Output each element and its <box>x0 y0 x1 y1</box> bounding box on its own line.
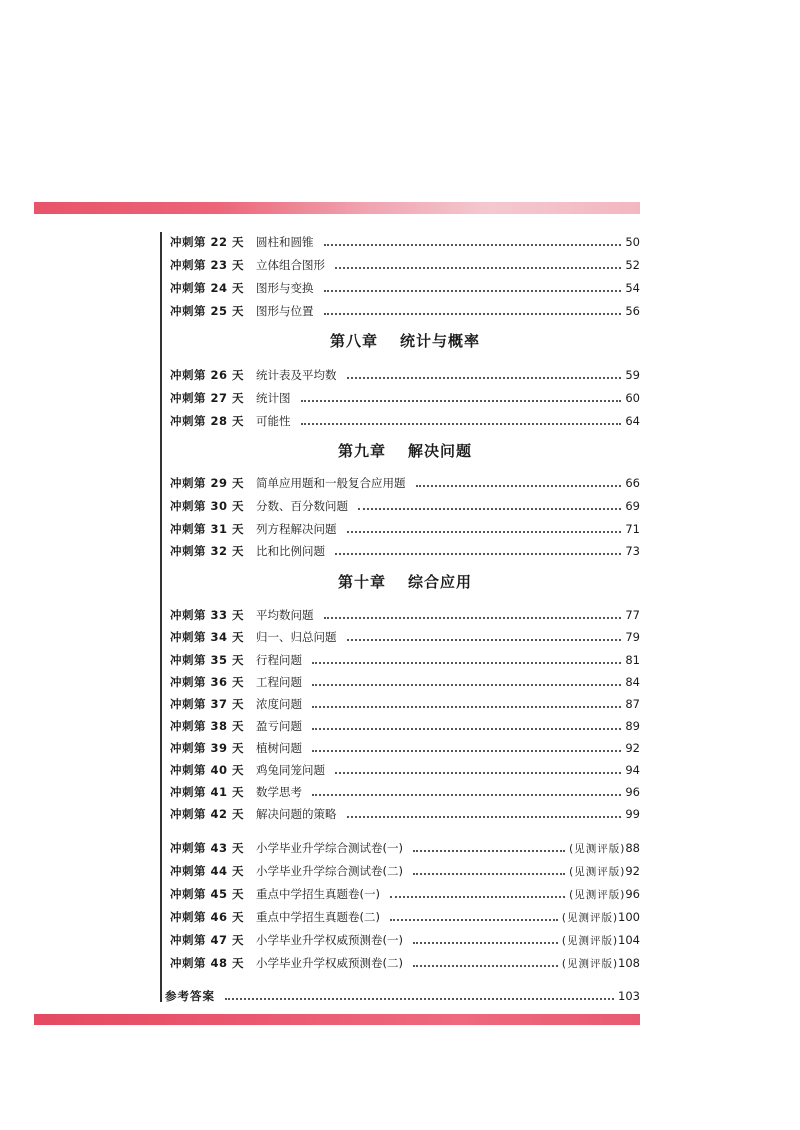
leader-dots <box>390 895 565 898</box>
entry-page: 96 <box>625 887 640 901</box>
entry-title: 归一、归总问题 <box>256 630 337 644</box>
entry-page: 60 <box>625 391 640 405</box>
entry-page: 59 <box>625 368 640 382</box>
toc-entry[interactable] <box>170 473 640 493</box>
entry-title: 立体组合图形 <box>256 258 325 272</box>
entry-page: 100 <box>618 910 640 924</box>
leader-dots <box>413 964 558 967</box>
toc-entry[interactable] <box>170 760 640 780</box>
entry-page: 66 <box>625 476 640 490</box>
entry-title: 重点中学招生真题卷(一) <box>256 887 380 901</box>
entry-title: 解决问题的策略 <box>256 807 337 821</box>
toc-entry[interactable] <box>170 907 640 927</box>
entry-title: 数学思考 <box>256 785 302 799</box>
leader-dots <box>335 771 621 774</box>
entry-day: 冲刺第 37 天 <box>170 697 245 711</box>
leader-dots <box>312 705 621 708</box>
entry-page: 79 <box>625 630 640 644</box>
answers-entry[interactable] <box>165 986 640 1006</box>
entry-day: 冲刺第 46 天 <box>170 910 245 924</box>
toc-entry[interactable] <box>170 496 640 516</box>
leader-dots <box>347 376 622 379</box>
entry-day: 冲刺第 40 天 <box>170 763 245 777</box>
leader-dots <box>225 997 614 1000</box>
entry-day: 冲刺第 44 天 <box>170 864 245 878</box>
entry-page: 73 <box>625 544 640 558</box>
leader-dots <box>335 266 621 269</box>
leader-dots <box>416 484 622 487</box>
toc-entry[interactable] <box>170 365 640 385</box>
toc-entry[interactable] <box>170 884 640 904</box>
entry-page: 64 <box>625 414 640 428</box>
toc-entry[interactable] <box>170 232 640 252</box>
leader-dots <box>324 616 622 619</box>
entry-day: 冲刺第 28 天 <box>170 414 245 428</box>
entry-day: 冲刺第 42 天 <box>170 807 245 821</box>
entry-title: 小学毕业升学综合测试卷(一) <box>256 841 403 855</box>
toc-entry[interactable] <box>170 930 640 950</box>
top-decorative-band <box>34 202 640 214</box>
entry-title: 行程问题 <box>256 653 302 667</box>
toc-entry[interactable] <box>170 861 640 881</box>
entry-page: 96 <box>625 785 640 799</box>
entry-note: (见测评版) <box>561 934 619 947</box>
entry-page: 108 <box>618 956 640 970</box>
entry-title: 鸡兔同笼问题 <box>256 763 325 777</box>
toc-entry[interactable] <box>170 278 640 298</box>
toc-entry[interactable] <box>170 541 640 561</box>
leader-dots <box>324 243 622 246</box>
entry-page: 89 <box>625 719 640 733</box>
entry-day: 冲刺第 43 天 <box>170 841 245 855</box>
entry-title: 分数、百分数问题 <box>256 499 348 513</box>
entry-day: 冲刺第 30 天 <box>170 499 245 513</box>
entry-day: 冲刺第 39 天 <box>170 741 245 755</box>
entry-page: 99 <box>625 807 640 821</box>
entry-title: 图形与变换 <box>256 281 314 295</box>
entry-note: (见测评版) <box>569 865 626 878</box>
entry-note: (见测评版) <box>569 888 626 901</box>
chapter-number: 第十章 <box>337 573 386 591</box>
entry-page: 92 <box>625 864 640 878</box>
entry-page: 104 <box>618 933 640 947</box>
toc-entry[interactable] <box>170 411 640 431</box>
leader-dots <box>413 872 565 875</box>
toc-entry[interactable] <box>170 255 640 275</box>
chapter-number: 第九章 <box>337 442 386 460</box>
leader-dots <box>347 530 622 533</box>
answers-page: 103 <box>618 989 640 1003</box>
entry-day: 冲刺第 31 天 <box>170 522 245 536</box>
answers-title: 参考答案 <box>165 989 215 1003</box>
entry-day: 冲刺第 48 天 <box>170 956 245 970</box>
entry-day: 冲刺第 41 天 <box>170 785 245 799</box>
leader-dots <box>312 683 621 686</box>
leader-dots <box>358 507 621 510</box>
leader-dots <box>312 749 621 752</box>
toc-entry[interactable] <box>170 838 640 858</box>
entry-title: 小学毕业升学权威预测卷(二) <box>256 956 403 970</box>
entry-page: 71 <box>625 522 640 536</box>
toc-entry[interactable] <box>170 716 640 736</box>
entry-title: 浓度问题 <box>256 697 302 711</box>
entry-day: 冲刺第 36 天 <box>170 675 245 689</box>
entry-page: 94 <box>625 763 640 777</box>
chapter-name: 解决问题 <box>408 442 473 460</box>
toc-entry[interactable] <box>170 672 640 692</box>
entry-day: 冲刺第 23 天 <box>170 258 245 272</box>
leader-dots <box>413 941 558 944</box>
entry-title: 小学毕业升学权威预测卷(一) <box>256 933 403 947</box>
entry-day: 冲刺第 26 天 <box>170 368 245 382</box>
leader-dots <box>312 661 621 664</box>
toc-entry[interactable] <box>170 738 640 758</box>
left-margin-rule <box>160 232 162 1002</box>
entry-page: 81 <box>625 653 640 667</box>
entry-page: 88 <box>625 841 640 855</box>
chapter-name: 综合应用 <box>408 573 473 591</box>
toc-entry[interactable] <box>170 804 640 824</box>
entry-day: 冲刺第 45 天 <box>170 887 245 901</box>
leader-dots <box>312 793 621 796</box>
toc-entry[interactable] <box>170 953 640 973</box>
entry-title: 重点中学招生真题卷(二) <box>256 910 380 924</box>
toc-entry[interactable] <box>170 627 640 647</box>
entry-day: 冲刺第 38 天 <box>170 719 245 733</box>
entry-day: 冲刺第 25 天 <box>170 304 245 318</box>
entry-title: 盈亏问题 <box>256 719 302 733</box>
leader-dots <box>347 815 622 818</box>
entry-title: 列方程解决问题 <box>256 522 337 536</box>
entry-day: 冲刺第 32 天 <box>170 544 245 558</box>
toc-entry[interactable] <box>170 519 640 539</box>
entry-title: 小学毕业升学综合测试卷(二) <box>256 864 403 878</box>
chapter-heading <box>170 440 640 464</box>
bottom-decorative-band <box>34 1014 640 1025</box>
entry-page: 77 <box>625 608 640 622</box>
entry-title: 图形与位置 <box>256 304 314 318</box>
entry-page: 84 <box>625 675 640 689</box>
toc-entry[interactable] <box>170 388 640 408</box>
entry-page: 87 <box>625 697 640 711</box>
chapter-heading <box>170 330 640 354</box>
toc-entry[interactable] <box>170 650 640 670</box>
leader-dots <box>324 312 622 315</box>
leader-dots <box>335 552 621 555</box>
entry-page: 54 <box>625 281 640 295</box>
leader-dots <box>312 727 621 730</box>
chapter-number: 第八章 <box>329 332 378 350</box>
entry-title: 圆柱和圆锥 <box>256 235 314 249</box>
entry-note: (见测评版) <box>561 957 619 970</box>
entry-page: 92 <box>625 741 640 755</box>
entry-page: 56 <box>625 304 640 318</box>
entry-day: 冲刺第 29 天 <box>170 476 245 490</box>
toc-entry[interactable] <box>170 782 640 802</box>
entry-note: (见测评版) <box>569 842 626 855</box>
toc-entry[interactable] <box>170 694 640 714</box>
entry-page: 69 <box>625 499 640 513</box>
entry-page: 52 <box>625 258 640 272</box>
entry-day: 冲刺第 33 天 <box>170 608 245 622</box>
entry-day: 冲刺第 27 天 <box>170 391 245 405</box>
entry-title: 统计表及平均数 <box>256 368 337 382</box>
entry-day: 冲刺第 24 天 <box>170 281 245 295</box>
entry-title: 植树问题 <box>256 741 302 755</box>
entry-title: 平均数问题 <box>256 608 314 622</box>
leader-dots <box>390 918 558 921</box>
entry-title: 工程问题 <box>256 675 302 689</box>
entry-title: 简单应用题和一般复合应用题 <box>256 476 406 490</box>
entry-title: 比和比例问题 <box>256 544 325 558</box>
entry-note: (见测评版) <box>561 911 619 924</box>
entry-day: 冲刺第 47 天 <box>170 933 245 947</box>
leader-dots <box>413 849 565 852</box>
toc-entry[interactable] <box>170 605 640 625</box>
entry-title: 可能性 <box>256 414 291 428</box>
entry-day: 冲刺第 34 天 <box>170 630 245 644</box>
entry-day: 冲刺第 35 天 <box>170 653 245 667</box>
leader-dots <box>301 422 622 425</box>
leader-dots <box>324 289 622 292</box>
entry-page: 50 <box>625 235 640 249</box>
chapter-heading <box>170 571 640 595</box>
toc-entry[interactable] <box>170 301 640 321</box>
leader-dots <box>301 399 622 402</box>
chapter-name: 统计与概率 <box>400 332 481 350</box>
leader-dots <box>347 638 622 641</box>
entry-title: 统计图 <box>256 391 291 405</box>
entry-day: 冲刺第 22 天 <box>170 235 245 249</box>
